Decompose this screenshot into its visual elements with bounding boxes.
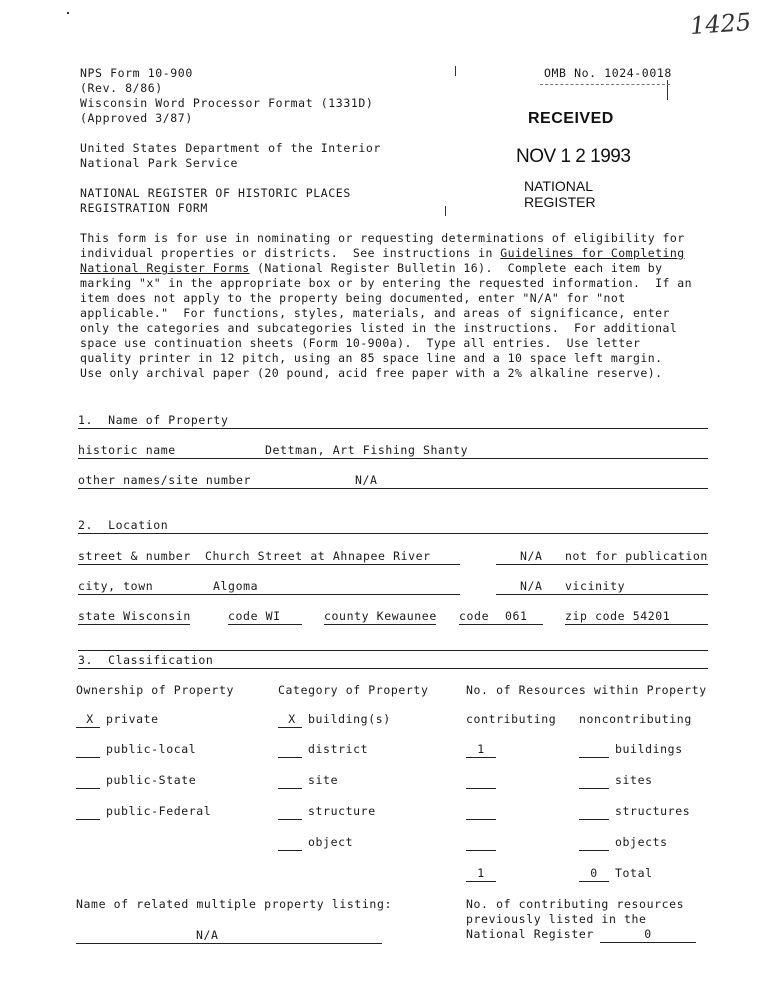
department: United States Department of the Interior <box>80 141 381 155</box>
instructions-line: applicable." For functions, styles, materials, and areas of significance, enter <box>80 306 670 320</box>
contributing-buildings[interactable]: 1 <box>477 742 485 756</box>
previously-listed-line2: previously listed in the <box>466 912 647 926</box>
not-for-publication-value[interactable]: N/A <box>520 549 543 563</box>
noncontributing-total[interactable]: 0 <box>590 866 598 880</box>
resource-total-label: Total <box>615 866 653 880</box>
form-format: Wisconsin Word Processor Format (1331D) <box>80 96 374 110</box>
ownership-private-mark[interactable]: X <box>86 712 94 726</box>
category-building-label: building(s) <box>308 712 391 726</box>
service: National Park Service <box>80 156 238 170</box>
resource-buildings-label: buildings <box>615 742 683 756</box>
instructions-text: (National Register Bulletin 16). Complete each item by <box>249 261 663 275</box>
resources-heading: No. of Resources within Property <box>466 683 707 697</box>
street-label: street & number <box>78 549 191 563</box>
zip-line <box>565 624 708 625</box>
vicinity-value[interactable]: N/A <box>520 579 543 593</box>
historic-name-line <box>78 458 708 459</box>
resource-structures-label: structures <box>615 804 691 818</box>
section1-heading: 1. Name of Property <box>78 413 229 427</box>
county-code-line <box>459 624 543 625</box>
form-title-line2: REGISTRATION FORM <box>80 201 208 215</box>
noncontributing-line <box>579 850 609 851</box>
street-value[interactable]: Church Street at Ahnapee River <box>205 549 431 563</box>
instructions-line: This form is for use in nominating or requesting determinations of eligibility for <box>80 231 685 245</box>
category-heading: Category of Property <box>278 683 429 697</box>
resource-sites-label: sites <box>615 773 653 787</box>
vicinity-label: vicinity <box>565 579 626 593</box>
resource-objects-label: objects <box>615 835 668 849</box>
omb-underline <box>540 84 670 85</box>
section3-top-rule <box>78 650 708 651</box>
contributing-line <box>466 757 496 758</box>
category-object-label: object <box>308 835 354 849</box>
category-building-mark[interactable]: X <box>288 712 296 726</box>
section3-rule <box>78 668 708 669</box>
other-names-value[interactable]: N/A <box>355 473 378 487</box>
noncontributing-line <box>579 788 609 789</box>
guidelines-link[interactable]: Guidelines for Completing <box>500 246 685 260</box>
form-approved: (Approved 3/87) <box>80 111 193 125</box>
ownership-public-federal-label: public-Federal <box>106 804 212 818</box>
instructions-line: space use continuation sheets (Form 10-900a). Type all entries. Use letter <box>80 336 641 350</box>
category-mark-line <box>278 850 302 851</box>
ownership-public-local-label: public-local <box>106 742 197 756</box>
handwritten-number: 1425 <box>689 7 752 41</box>
instructions-line: Use only archival paper (20 pound, acid free paper with a 2% alkaline reserve). <box>80 366 663 380</box>
vicinity-line <box>496 594 708 595</box>
ownership-mark-line <box>76 788 100 789</box>
state-code-field[interactable]: code WI <box>228 609 281 623</box>
guidelines-link-cont[interactable]: National Register Forms <box>80 261 250 275</box>
previously-listed-line3: National Register <box>466 927 594 941</box>
ownership-mark-line <box>76 727 100 728</box>
state-code-line <box>228 624 302 625</box>
scan-speck <box>67 12 69 14</box>
multiple-property-label: Name of related multiple property listing: <box>76 897 392 911</box>
historic-name-value[interactable]: Dettman, Art Fishing Shanty <box>265 443 469 457</box>
section1-rule <box>78 428 708 429</box>
ownership-heading: Ownership of Property <box>76 683 234 697</box>
county-line <box>324 624 436 625</box>
instructions-line <box>80 261 663 276</box>
stamp-register: REGISTER <box>524 194 596 210</box>
contributing-total[interactable]: 1 <box>477 866 485 880</box>
not-for-publication-line <box>496 564 708 565</box>
received-date: NOV 1 2 1993 <box>516 146 631 167</box>
instructions-line <box>80 246 685 261</box>
instructions-line: item does not apply to the property being documented, enter "N/A" for "not <box>80 291 626 305</box>
other-names-label: other names/site number <box>78 473 252 487</box>
previously-listed-line1: No. of contributing resources <box>466 897 685 911</box>
zip-field[interactable]: zip code 54201 <box>565 609 671 623</box>
contributing-line <box>466 850 496 851</box>
city-label: city, town <box>78 579 154 593</box>
form-title-line1: NATIONAL REGISTER OF HISTORIC PLACES <box>80 186 351 200</box>
scan-speck <box>445 206 446 216</box>
city-line <box>78 594 460 595</box>
form-id: NPS Form 10-900 <box>80 66 193 80</box>
contributing-heading: contributing <box>466 712 557 726</box>
category-structure-label: structure <box>308 804 376 818</box>
multiple-property-line <box>76 943 382 944</box>
noncontributing-line <box>579 757 609 758</box>
received-stamp: RECEIVED <box>528 110 614 127</box>
category-mark-line <box>278 727 302 728</box>
multiple-property-value[interactable]: N/A <box>196 928 219 942</box>
instructions-line: quality printer in 12 pitch, using an 85 space line and a 10 space left margin. <box>80 351 663 365</box>
category-district-label: district <box>308 742 369 756</box>
ownership-mark-line <box>76 819 100 820</box>
other-names-line <box>78 488 708 489</box>
historic-name-label: historic name <box>78 443 176 457</box>
category-mark-line <box>278 819 302 820</box>
instructions-text: individual properties or districts. See instructions in <box>80 246 501 260</box>
contributing-line <box>466 788 496 789</box>
noncontributing-heading: noncontributing <box>579 712 692 726</box>
previously-listed-line <box>600 942 696 943</box>
county-code-label: code <box>459 609 490 623</box>
state-line <box>78 624 190 625</box>
noncontributing-line <box>579 881 609 882</box>
county-code-value[interactable]: 061 <box>505 609 528 623</box>
category-mark-line <box>278 788 302 789</box>
state-field[interactable]: state Wisconsin <box>78 609 191 623</box>
contributing-line <box>466 819 496 820</box>
street-line <box>78 564 460 565</box>
previously-listed-value[interactable]: 0 <box>644 927 652 941</box>
ownership-public-state-label: public-State <box>106 773 197 787</box>
contributing-line <box>466 881 496 882</box>
form-rev: (Rev. 8/86) <box>80 81 163 95</box>
section2-heading: 2. Location <box>78 518 169 532</box>
county-field[interactable]: county Kewaunee <box>324 609 437 623</box>
category-mark-line <box>278 757 302 758</box>
omb-number: OMB No. 1024-0018 <box>544 66 672 80</box>
section3-heading: 3. Classification <box>78 653 214 667</box>
category-site-label: site <box>308 773 339 787</box>
stamp-national: NATIONAL <box>524 178 593 194</box>
ownership-mark-line <box>76 757 100 758</box>
scan-speck <box>667 80 668 100</box>
scan-speck <box>455 66 456 76</box>
noncontributing-line <box>579 819 609 820</box>
city-value[interactable]: Algoma <box>213 579 259 593</box>
not-for-publication-label: not for publication <box>565 549 708 563</box>
instructions-line: only the categories and subcategories listed in the instructions. For additional <box>80 321 678 335</box>
instructions-line: marking "x" in the appropriate box or by entering the requested information. If an <box>80 276 693 290</box>
section2-rule <box>78 533 708 534</box>
ownership-private-label: private <box>106 712 159 726</box>
